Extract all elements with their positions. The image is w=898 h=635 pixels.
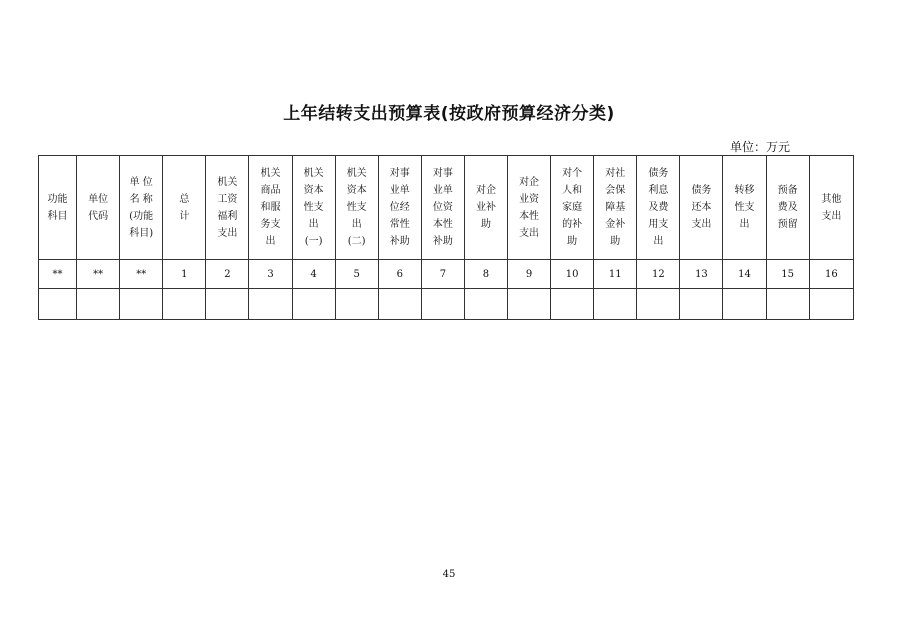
column-index: 9: [508, 260, 551, 289]
table-cell: [249, 289, 292, 320]
table-cell: [421, 289, 464, 320]
column-header: 对企 业资 本性 支出: [508, 156, 551, 260]
column-index: 13: [680, 260, 723, 289]
table-cell: [508, 289, 551, 320]
column-header: 总 计: [163, 156, 206, 260]
column-header: 其他 支出: [809, 156, 853, 260]
column-header: 对社 会保 障基 金补 助: [594, 156, 637, 260]
column-header: 机关 工资 福利 支出: [206, 156, 249, 260]
table-cell: [378, 289, 421, 320]
table-cell: [680, 289, 723, 320]
column-header: 单位 代码: [77, 156, 120, 260]
column-index: **: [120, 260, 163, 289]
column-index: 2: [206, 260, 249, 289]
column-index: 1: [163, 260, 206, 289]
column-index: **: [39, 260, 77, 289]
table-cell: [766, 289, 809, 320]
page-title: 上年结转支出预算表(按政府预算经济分类): [283, 104, 615, 124]
table-cell: [163, 289, 206, 320]
column-header: 机关 资本 性支 出 (一): [292, 156, 335, 260]
column-index: 11: [594, 260, 637, 289]
column-header: 债务 还本 支出: [680, 156, 723, 260]
column-index: 4: [292, 260, 335, 289]
column-index: 5: [335, 260, 378, 289]
column-index: **: [77, 260, 120, 289]
table-cell: [335, 289, 378, 320]
column-header: 单 位 名 称 (功能 科目): [120, 156, 163, 260]
column-header: 对个 人和 家庭 的补 助: [551, 156, 594, 260]
column-header: 预备 费及 预留: [766, 156, 809, 260]
table-cell: [594, 289, 637, 320]
table-row: [39, 289, 854, 320]
column-header: 机关 商品 和服 务支 出: [249, 156, 292, 260]
table-cell: [464, 289, 507, 320]
column-index: 10: [551, 260, 594, 289]
table-cell: [39, 289, 77, 320]
table-cell: [809, 289, 853, 320]
column-index: 6: [378, 260, 421, 289]
column-header: 债务 利息 及费 用支 出: [637, 156, 680, 260]
column-index: 15: [766, 260, 809, 289]
page-number: 45: [442, 569, 456, 580]
table-cell: [551, 289, 594, 320]
table-cell: [637, 289, 680, 320]
column-header: 功能 科目: [39, 156, 77, 260]
column-header: 对企 业补 助: [464, 156, 507, 260]
unit-label: 单位：万元: [729, 140, 790, 154]
column-header: 转移 性支 出: [723, 156, 766, 260]
table-cell: [77, 289, 120, 320]
column-index: 8: [464, 260, 507, 289]
table-cell: [292, 289, 335, 320]
column-index: 12: [637, 260, 680, 289]
column-header: 机关 资本 性支 出 (二): [335, 156, 378, 260]
table-cell: [120, 289, 163, 320]
column-index-row: [39, 260, 854, 289]
column-index: 16: [809, 260, 853, 289]
table-cell: [723, 289, 766, 320]
column-index: 3: [249, 260, 292, 289]
budget-table: [38, 155, 854, 320]
column-index: 7: [421, 260, 464, 289]
table-cell: [206, 289, 249, 320]
column-header: 对事 业单 位经 常性 补助: [378, 156, 421, 260]
column-header: 对事 业单 位资 本性 补助: [421, 156, 464, 260]
header-row: [39, 156, 854, 260]
column-index: 14: [723, 260, 766, 289]
